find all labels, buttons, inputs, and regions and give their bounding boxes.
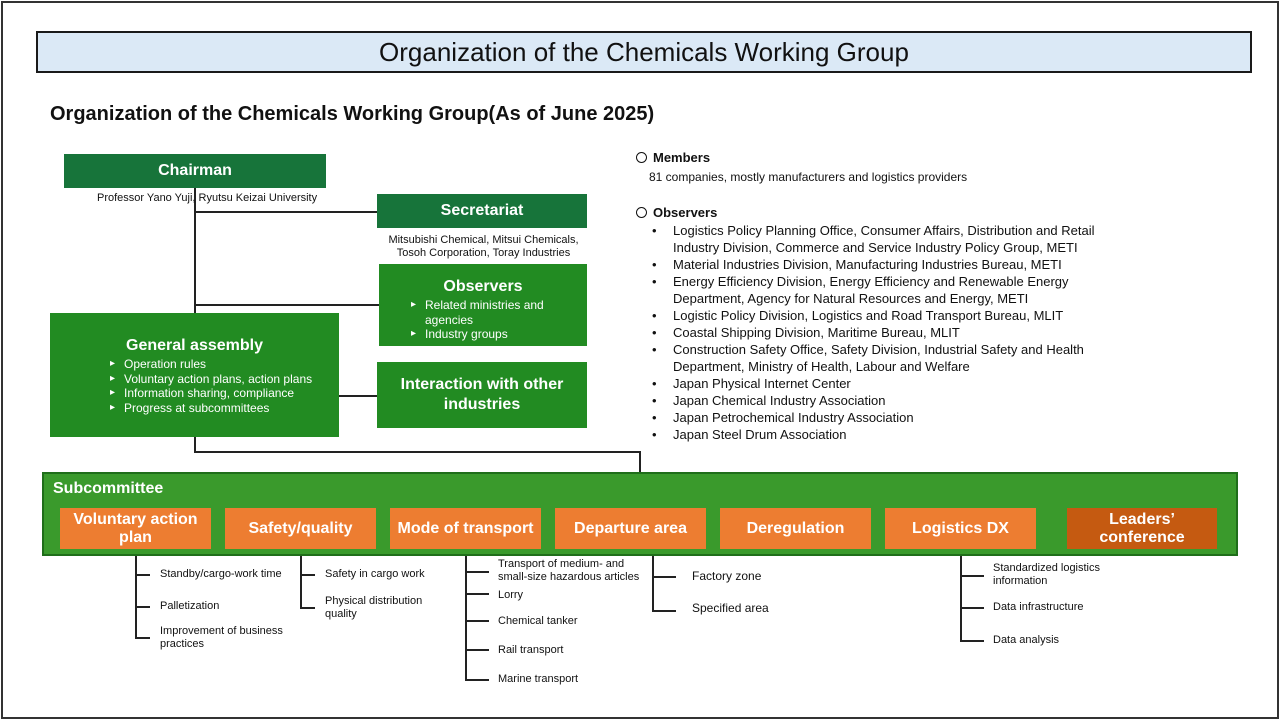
tree-line xyxy=(300,607,315,609)
leaf-item: Marine transport xyxy=(498,673,579,685)
list-item: • Logistic Policy Division, Logistics and Road Transport Bureau, MLIT xyxy=(636,307,1095,324)
leaf-item: Data analysis xyxy=(993,634,1060,646)
leaf-item: Transport of medium- and small-size hazardous articles xyxy=(498,558,640,583)
tree-line xyxy=(652,576,676,578)
list-item: • Coastal Shipping Division, Maritime Bureau, MLIT xyxy=(636,324,1095,341)
list-item: • Material Industries Division, Manufacturing Industries Bureau, METI xyxy=(636,256,1095,273)
chairman-box xyxy=(64,154,326,188)
chairman-caption: Professor Yano Yuji, Ryutsu Keizai University xyxy=(97,192,318,204)
connector-line xyxy=(639,451,641,472)
tree-line xyxy=(960,556,962,641)
leaf-item: Standby/cargo-work time xyxy=(160,568,282,580)
members-text: 81 companies, mostly manufacturers and logistics providers xyxy=(649,170,968,184)
observers-box-label: Observers xyxy=(443,278,523,295)
subcommittee-voluntary-action-plan: Voluntary action plan xyxy=(60,508,211,549)
tree-line xyxy=(135,574,150,576)
subcommittee-deregulation: Deregulation xyxy=(720,508,871,549)
secretariat-box xyxy=(377,194,587,228)
tree-line xyxy=(135,606,150,608)
connector-line xyxy=(339,395,377,397)
tree-line xyxy=(300,574,315,576)
banner-title: Organization of the Chemicals Working Group xyxy=(36,31,1252,73)
subcommittee-mode-of-transport: Mode of transport xyxy=(390,508,541,549)
connector-line xyxy=(194,437,196,452)
leaf-item: Data infrastructure xyxy=(993,601,1084,613)
leaf-item: Palletization xyxy=(160,600,220,612)
tree-line xyxy=(652,610,676,612)
subcommittee-departure-area: Departure area xyxy=(555,508,706,549)
connector-line xyxy=(194,451,640,453)
secretariat-caption xyxy=(386,234,581,260)
tree-line xyxy=(135,556,137,638)
tree-line xyxy=(652,556,654,611)
tree-line xyxy=(465,593,489,595)
page-subtitle: Organization of the Chemicals Working Group(As of June 2025) xyxy=(50,103,655,125)
list-item: • Japan Physical Internet Center xyxy=(636,375,1095,392)
list-item: • Japan Chemical Industry Association xyxy=(636,392,1095,409)
connector-line xyxy=(194,304,379,306)
leaf-item: Chemical tanker xyxy=(498,615,578,627)
subcommittee-label: Subcommittee xyxy=(53,480,164,497)
connector-line xyxy=(194,188,196,313)
general-assembly-label: General assembly xyxy=(126,337,263,354)
list-item: ▸ Progress at subcommittees xyxy=(108,401,329,416)
observers-heading: Observers xyxy=(653,205,718,220)
tree-line xyxy=(465,649,489,651)
circle-bullet-icon xyxy=(636,207,647,218)
interaction-label-line: Interaction with other xyxy=(400,376,564,393)
subcommittee-leaders-conference: Leaders’ conference xyxy=(1067,508,1217,549)
leaf-item: Physical distribution quality xyxy=(325,595,423,620)
secretariat-caption-line: Tosoh Corporation, Toray Industries xyxy=(396,247,571,259)
tree-line xyxy=(135,637,150,639)
subcommittee-safety-quality: Safety/quality xyxy=(225,508,376,549)
general-assembly-list xyxy=(108,357,329,415)
general-assembly-box xyxy=(50,313,339,437)
tree-line xyxy=(960,575,984,577)
list-item: ▸ Voluntary action plans, action plans xyxy=(108,372,329,387)
list-item: • Logistics Policy Planning Office, Consumer Affairs, Distribution and Retail Industry Division, Commerce and Service Industry Policy Group, METI xyxy=(636,222,1095,256)
observers-box-list xyxy=(409,298,579,342)
leaf-item: Standardized logistics information xyxy=(993,562,1101,587)
list-item: ▸ Information sharing, compliance xyxy=(108,386,329,401)
subcommittee-logistics-dx: Logistics DX xyxy=(885,508,1036,549)
members-heading: Members xyxy=(653,150,711,165)
secretariat-caption-line: Mitsubishi Chemical, Mitsui Chemicals, xyxy=(388,234,579,246)
leaf-item: Specified area xyxy=(692,601,769,615)
leaf-item: Factory zone xyxy=(692,569,762,583)
list-item: • Energy Efficiency Division, Energy Efficiency and Renewable Energy Department, Agency for Natural Resources and Energy, METI xyxy=(636,273,1095,307)
observers-list xyxy=(636,222,1095,443)
list-item: ▸ Industry groups xyxy=(409,327,579,342)
members-section xyxy=(636,150,967,184)
list-item: ▸ Operation rules xyxy=(108,357,329,372)
list-item: • Japan Petrochemical Industry Association xyxy=(636,409,1095,426)
tree-line xyxy=(960,607,984,609)
tree-line xyxy=(960,640,984,642)
secretariat-label: Secretariat xyxy=(440,202,524,219)
list-item: ▸ Related ministries and agencies xyxy=(409,298,545,327)
observers-box xyxy=(379,264,587,346)
list-item: • Construction Safety Office, Safety Division, Industrial Safety and Health Department, Ministry of Health, Labour and Welfare xyxy=(636,341,1095,375)
leaf-item: Rail transport xyxy=(498,644,564,656)
observers-section xyxy=(636,205,1095,443)
chairman-label: Chairman xyxy=(158,162,232,179)
tree-line xyxy=(465,556,467,680)
connector-line xyxy=(194,211,377,213)
leaf-item: Safety in cargo work xyxy=(325,568,425,580)
tree-line xyxy=(465,679,489,681)
tree-line xyxy=(465,620,489,622)
interaction-label-line: industries xyxy=(443,396,521,413)
circle-bullet-icon xyxy=(636,152,647,163)
tree-line xyxy=(300,556,302,608)
leaf-item: Improvement of business practices xyxy=(160,625,283,650)
interaction-box xyxy=(377,362,587,428)
list-item: • Japan Steel Drum Association xyxy=(636,426,1095,443)
tree-line xyxy=(465,571,489,573)
leaf-item: Lorry xyxy=(498,589,524,601)
